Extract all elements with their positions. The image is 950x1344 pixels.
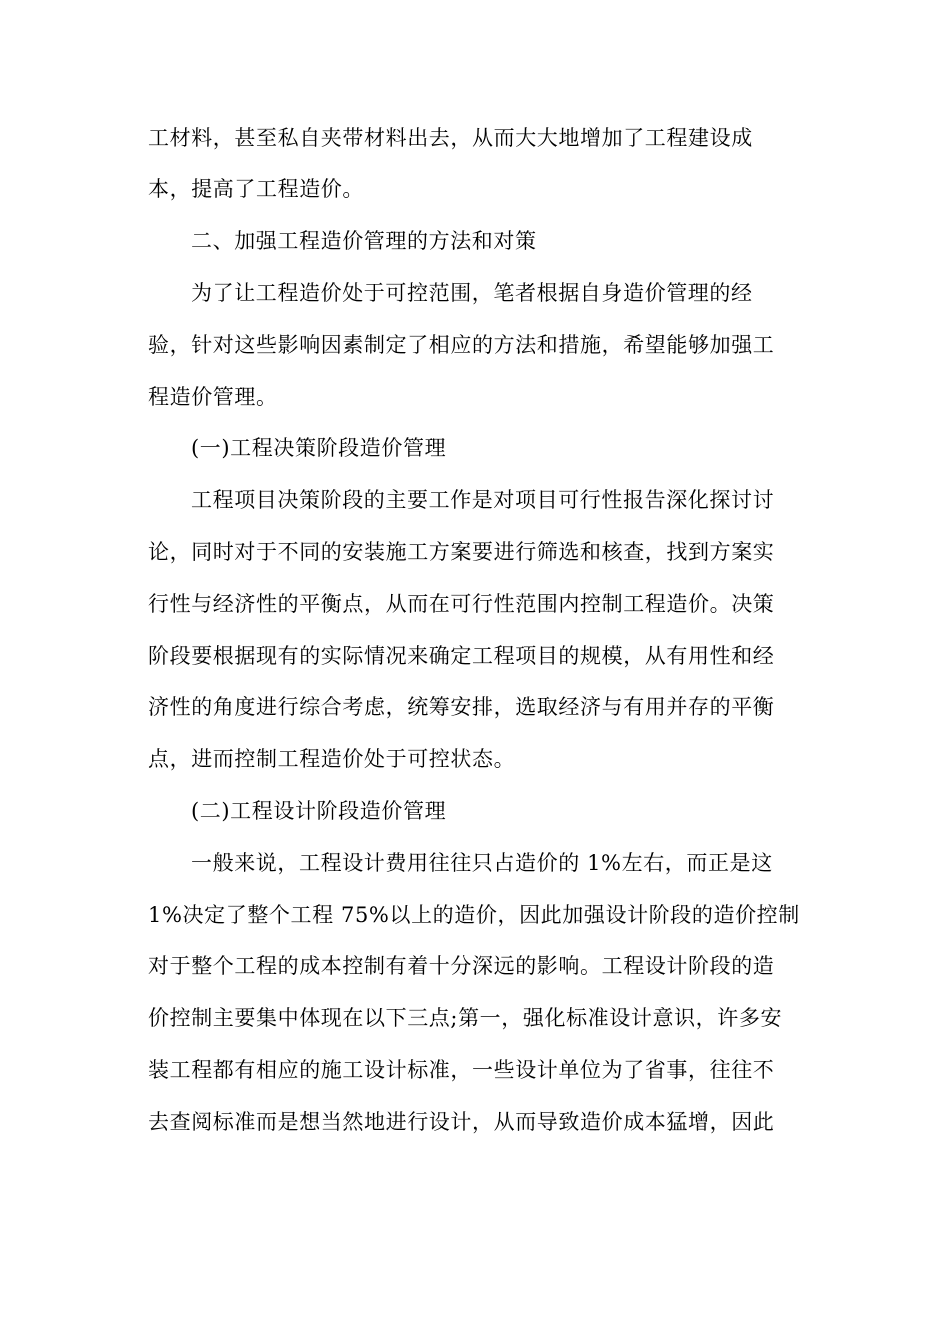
text-line: 济性的角度进行综合考虑，统筹安排，选取经济与有用并存的平衡 <box>148 695 775 719</box>
text-line: 对于整个工程的成本控制有着十分深远的影响。工程设计阶段的造 <box>148 954 775 978</box>
text-line: 验，针对这些影响因素制定了相应的方法和措施，希望能够加强工 <box>148 333 775 357</box>
text-line: 阶段要根据现有的实际情况来确定工程项目的规模，从有用性和经 <box>148 644 775 668</box>
text-line: 论，同时对于不同的安装施工方案要进行筛选和核查，找到方案实 <box>148 540 775 564</box>
text-line: 点，进而控制工程造价处于可控状态。 <box>148 747 516 771</box>
text-line: 装工程都有相应的施工设计标准，一些设计单位为了省事，往往不 <box>148 1058 775 1082</box>
text-line: 价控制主要集中体现在以下三点;第一，强化标准设计意识，许多安 <box>148 1006 783 1030</box>
text-line: 行性与经济性的平衡点，从而在可行性范围内控制工程造价。决策 <box>148 592 775 616</box>
subsection-heading: (一)工程决策阶段造价管理 <box>191 436 447 460</box>
subsection-heading: (二)工程设计阶段造价管理 <box>191 799 447 823</box>
text-line: 程造价管理。 <box>148 385 278 409</box>
text-line: 去查阅标准而是想当然地进行设计，从而导致造价成本猛增，因此 <box>148 1110 775 1134</box>
text-line: 1%决定了整个工程 75%以上的造价，因此加强设计阶段的造价控制 <box>148 903 800 927</box>
text-line: 工材料，甚至私自夹带材料出去，从而大大地增加了工程建设成 <box>148 126 753 150</box>
text-line: 本，提高了工程造价。 <box>148 177 364 201</box>
text-line: 为了让工程造价处于可控范围，笔者根据自身造价管理的经 <box>191 281 753 305</box>
section-heading: 二、加强工程造价管理的方法和对策 <box>191 229 537 253</box>
text-line: 一般来说，工程设计费用往往只占造价的 1%左右，而正是这 <box>191 851 773 875</box>
text-line: 工程项目决策阶段的主要工作是对项目可行性报告深化探讨讨 <box>191 488 775 512</box>
